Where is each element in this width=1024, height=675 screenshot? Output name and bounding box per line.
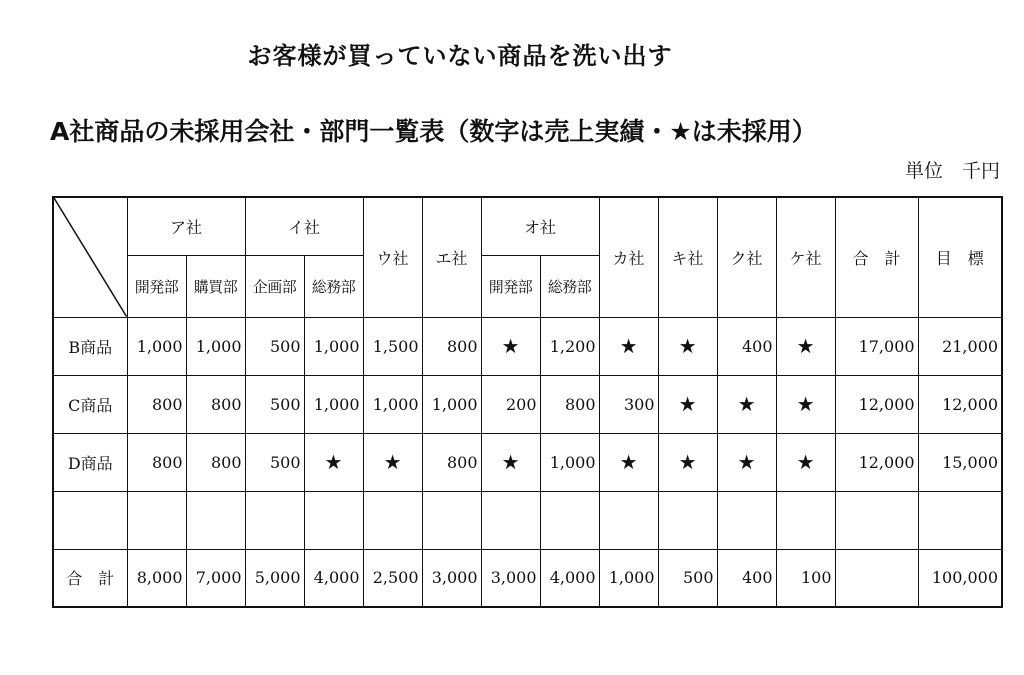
- sales-cell: 12,000: [835, 433, 918, 491]
- sales-cell: 21,000: [918, 317, 1002, 375]
- row-label: [53, 491, 127, 549]
- not-adopted-star: ★: [776, 317, 835, 375]
- header-a-buy: 購買部: [186, 255, 245, 317]
- header-i-plan: 企画部: [245, 255, 304, 317]
- header-o-gen: 総務部: [540, 255, 599, 317]
- table-title: A社商品の未採用会社・部門一覧表（数字は売上実績・★は未採用）: [50, 117, 817, 146]
- header-company-a: ア社: [127, 197, 245, 255]
- total-row: [53, 549, 1002, 607]
- header-company-ka: カ社: [599, 197, 658, 317]
- sales-cell: 2,500: [363, 549, 422, 607]
- sales-cell: 1,000: [304, 375, 363, 433]
- sales-cell: [422, 491, 481, 549]
- sales-cell: [363, 491, 422, 549]
- not-adopted-star: ★: [658, 375, 717, 433]
- header-a-dev: 開発部: [127, 255, 186, 317]
- sales-cell: 1,200: [540, 317, 599, 375]
- sales-cell: 500: [658, 549, 717, 607]
- sales-cell: 100,000: [918, 549, 1002, 607]
- sales-cell: [658, 491, 717, 549]
- header-company-u: ウ社: [363, 197, 422, 317]
- sales-cell: 3,000: [481, 549, 540, 607]
- not-adopted-star: ★: [717, 375, 776, 433]
- sales-cell: [835, 549, 918, 607]
- row-label: 合 計: [53, 549, 127, 607]
- sales-cell: [918, 491, 1002, 549]
- sales-cell: 800: [127, 375, 186, 433]
- header-company-ki: キ社: [658, 197, 717, 317]
- not-adopted-star: ★: [481, 433, 540, 491]
- sales-cell: [245, 491, 304, 549]
- header-i-gen: 総務部: [304, 255, 363, 317]
- page-heading: お客様が買っていない商品を洗い出す: [247, 42, 673, 70]
- table-row: [53, 375, 1002, 433]
- row-label: D商品: [53, 433, 127, 491]
- sales-cell: 100: [776, 549, 835, 607]
- header-target: 目 標: [918, 197, 1002, 317]
- table-row: [53, 317, 1002, 375]
- sales-cell: [835, 491, 918, 549]
- not-adopted-star: ★: [599, 317, 658, 375]
- sales-cell: [481, 491, 540, 549]
- row-label: C商品: [53, 375, 127, 433]
- sales-cell: 4,000: [540, 549, 599, 607]
- sales-cell: 1,000: [127, 317, 186, 375]
- sales-cell: 400: [717, 317, 776, 375]
- header-row-top: [53, 197, 1002, 255]
- sales-cell: 800: [186, 433, 245, 491]
- sales-cell: 500: [245, 433, 304, 491]
- header-company-ke: ケ社: [776, 197, 835, 317]
- sales-cell: 1,000: [599, 549, 658, 607]
- sales-cell: [599, 491, 658, 549]
- unit-label: 単位 千円: [904, 160, 1000, 182]
- sales-cell: 500: [245, 317, 304, 375]
- not-adopted-star: ★: [481, 317, 540, 375]
- sales-cell: 17,000: [835, 317, 918, 375]
- sales-cell: 800: [422, 433, 481, 491]
- sales-cell: 300: [599, 375, 658, 433]
- table-row: [53, 433, 1002, 491]
- sales-cell: 8,000: [127, 549, 186, 607]
- sales-cell: 12,000: [918, 375, 1002, 433]
- not-adopted-star: ★: [717, 433, 776, 491]
- sales-cell: 3,000: [422, 549, 481, 607]
- sales-cell: [540, 491, 599, 549]
- sales-cell: 1,000: [186, 317, 245, 375]
- header-o-dev: 開発部: [481, 255, 540, 317]
- corner-cell: [53, 197, 127, 317]
- sales-cell: 1,500: [363, 317, 422, 375]
- sales-cell: 800: [422, 317, 481, 375]
- not-adopted-star: ★: [776, 433, 835, 491]
- sales-cell: 500: [245, 375, 304, 433]
- not-adopted-star: ★: [776, 375, 835, 433]
- diagonal-line: [54, 198, 127, 317]
- table-row: [53, 491, 1002, 549]
- sales-cell: 12,000: [835, 375, 918, 433]
- sales-cell: [776, 491, 835, 549]
- header-company-e: エ社: [422, 197, 481, 317]
- sales-cell: 1,000: [422, 375, 481, 433]
- not-adopted-star: ★: [304, 433, 363, 491]
- sales-cell: 800: [540, 375, 599, 433]
- header-company-ku: ク社: [717, 197, 776, 317]
- not-adopted-star: ★: [599, 433, 658, 491]
- sales-cell: 15,000: [918, 433, 1002, 491]
- sales-cell: 1,000: [540, 433, 599, 491]
- sales-cell: 800: [127, 433, 186, 491]
- table-body: [53, 317, 1002, 607]
- sales-cell: 200: [481, 375, 540, 433]
- header-total: 合 計: [835, 197, 918, 317]
- not-adopted-star: ★: [363, 433, 422, 491]
- not-adopted-star: ★: [658, 433, 717, 491]
- not-adopted-star: ★: [658, 317, 717, 375]
- sales-cell: 400: [717, 549, 776, 607]
- sales-cell: 7,000: [186, 549, 245, 607]
- sales-cell: 1,000: [363, 375, 422, 433]
- row-label: B商品: [53, 317, 127, 375]
- sales-cell: 5,000: [245, 549, 304, 607]
- sales-cell: [127, 491, 186, 549]
- sales-cell: 800: [186, 375, 245, 433]
- header-company-i: イ社: [245, 197, 363, 255]
- sales-cell: [304, 491, 363, 549]
- sales-cell: 1,000: [304, 317, 363, 375]
- sales-cell: 4,000: [304, 549, 363, 607]
- header-company-o: オ社: [481, 197, 599, 255]
- sales-cell: [717, 491, 776, 549]
- sales-cell: [186, 491, 245, 549]
- adoption-table: [52, 196, 1003, 608]
